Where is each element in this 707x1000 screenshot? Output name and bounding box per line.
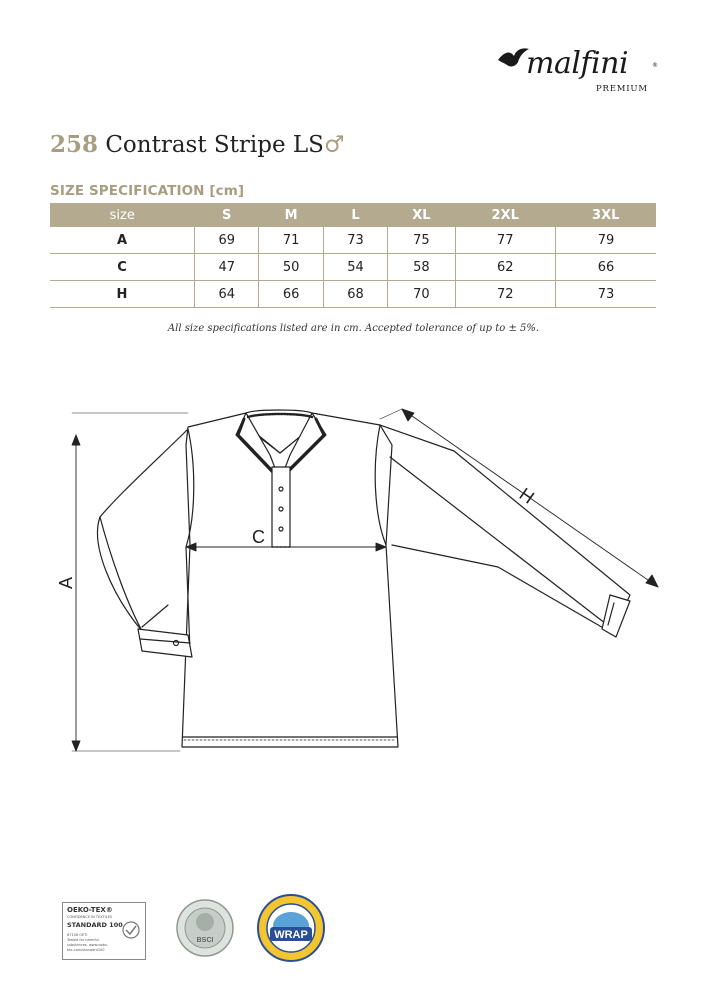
bsci-seal-icon: [175, 898, 235, 958]
table-cell: 72: [455, 281, 555, 308]
oeko-code: 67158 OETI: [67, 933, 88, 937]
oeko-tex-certificate: [62, 902, 146, 960]
table-cell: 71: [259, 227, 323, 254]
registered-mark: ®: [652, 62, 658, 69]
table-cell: 58: [388, 254, 455, 281]
table-cell: 73: [555, 281, 656, 308]
oeko-title: OEKO-TEX®: [67, 906, 113, 914]
gender-icon: ♂: [323, 132, 345, 158]
oeko-tex-mark-icon: [122, 921, 140, 939]
table-row: [50, 281, 656, 308]
size-header: S: [195, 203, 259, 227]
table-cell: 62: [455, 254, 555, 281]
wrap-seal-icon: [256, 893, 326, 963]
size-table-header: [50, 203, 656, 227]
brand-name: malfini: [526, 46, 629, 81]
label-c: C: [252, 527, 265, 547]
size-header: L: [323, 203, 387, 227]
size-header-label: size: [50, 203, 195, 227]
size-header: 2XL: [455, 203, 555, 227]
right-sleeve: [380, 425, 630, 637]
product-title: [50, 131, 345, 158]
oeko-subtitle: CONFIDENCE IN TEXTILES: [67, 915, 113, 919]
product-name: Contrast Stripe LS: [105, 132, 324, 158]
left-sleeve: [98, 429, 192, 657]
size-table: [50, 203, 656, 308]
table-cell: 68: [323, 281, 387, 308]
size-header: M: [259, 203, 323, 227]
bsci-label: BSCI: [196, 937, 214, 944]
polo-shirt-diagram: [40, 405, 670, 765]
table-cell: 77: [455, 227, 555, 254]
table-cell: 73: [323, 227, 387, 254]
row-label: H: [50, 281, 195, 308]
wrap-label: WRAP: [274, 929, 308, 941]
table-row: [50, 254, 656, 281]
table-cell: 54: [323, 254, 387, 281]
size-header: 3XL: [555, 203, 656, 227]
table-cell: 79: [555, 227, 656, 254]
row-label: A: [50, 227, 195, 254]
product-number: 258: [50, 131, 99, 158]
measure-a: [72, 413, 188, 751]
label-a: A: [56, 576, 76, 589]
table-row: [50, 227, 656, 254]
table-cell: 66: [555, 254, 656, 281]
brand-tagline: PREMIUM: [596, 84, 648, 94]
size-header: XL: [388, 203, 455, 227]
label-h: H: [515, 483, 538, 508]
oeko-standard: STANDARD 100: [67, 921, 123, 929]
table-cell: 66: [259, 281, 323, 308]
table-cell: 50: [259, 254, 323, 281]
oeko-small-text: [67, 933, 117, 953]
oeko-note: Tested for harmful substances. www.oeko-tex.com/standard100: [67, 938, 108, 952]
table-cell: 47: [195, 254, 259, 281]
row-label: C: [50, 254, 195, 281]
size-spec-heading: SIZE SPECIFICATION [cm]: [50, 183, 245, 199]
placket: [272, 467, 290, 547]
bird-logo-icon: [496, 46, 530, 72]
table-cell: 64: [195, 281, 259, 308]
table-cell: 70: [388, 281, 455, 308]
malfini-logo: [496, 44, 666, 100]
tolerance-note: All size specifications listed are in cm. Accepted tolerance of up to ± 5%.: [167, 323, 540, 334]
table-cell: 69: [195, 227, 259, 254]
table-cell: 75: [388, 227, 455, 254]
